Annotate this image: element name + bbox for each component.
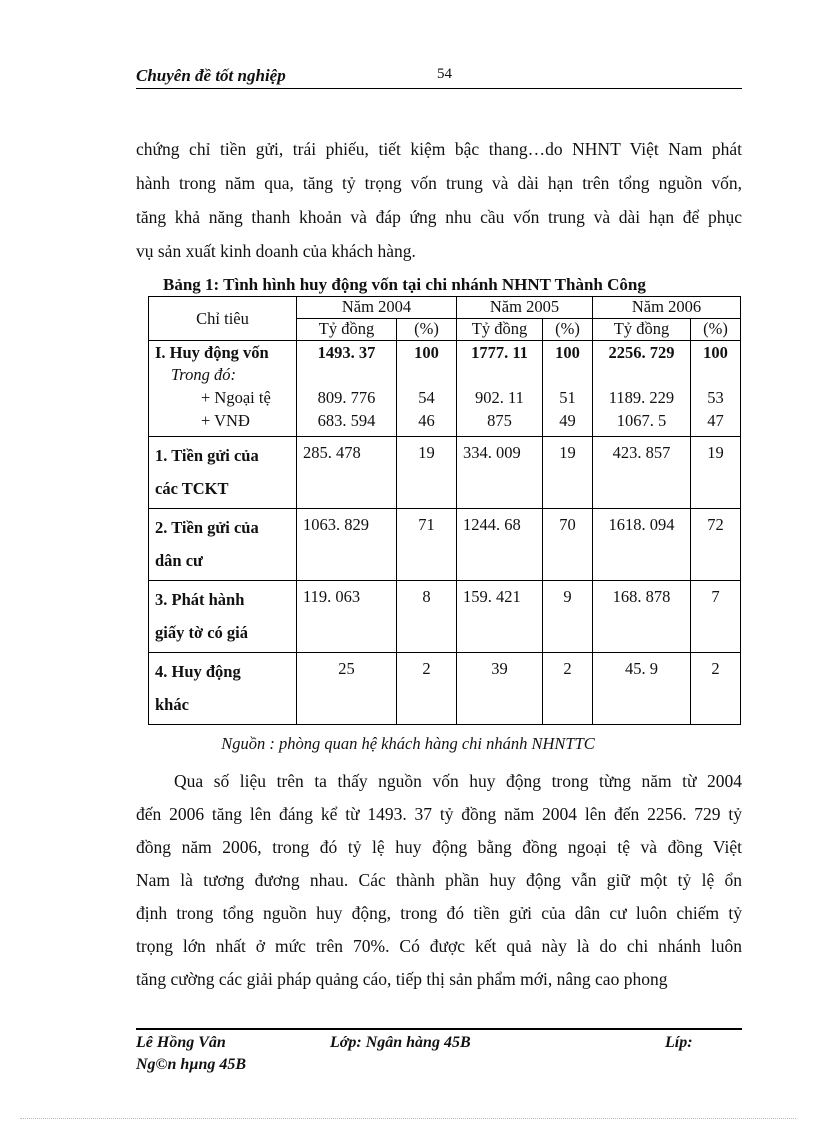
cell: 47 [707, 411, 724, 430]
table-row [149, 653, 741, 725]
table-source: Nguồn : phòng quan hệ khách hàng chi nhánh NHNTTC [221, 734, 595, 753]
cell: 8 [397, 581, 457, 653]
unit-pct: (%) [691, 319, 741, 341]
footer-rule [136, 1028, 742, 1030]
analysis-line-4: Nam là tương đương nhau. Các thành phần huy động vẫn giữ một tỷ lệ ổn [136, 870, 742, 890]
cell: 875 [487, 411, 512, 430]
cell: 71 [397, 509, 457, 581]
cell: 39 [457, 653, 543, 725]
cell: 100 [555, 343, 580, 362]
cell: 72 [691, 509, 741, 581]
intro-line-2: hành trong năm qua, tăng tỷ trọng vốn trung và dài hạn trên tổng nguồn vốn, [136, 173, 742, 193]
cell: 51 [559, 388, 576, 407]
cell: 1493. 37 [317, 343, 376, 362]
cell: 7 [691, 581, 741, 653]
unit-pct: (%) [397, 319, 457, 341]
intro-line-4: vụ sản xuất kinh doanh của khách hàng. [136, 241, 416, 261]
analysis-line-7: tăng cường các giải pháp quảng cáo, tiếp thị sản phẩm mới, nâng cao phong [136, 969, 668, 989]
cell: 809. 776 [317, 388, 376, 407]
intro-line-1: chứng chỉ tiền gửi, trái phiếu, tiết kiệm bậc thang…do NHNT Việt Nam phát [136, 139, 742, 159]
cell: 902. 11 [475, 388, 524, 407]
cell: 2 [397, 653, 457, 725]
cell: 2 [543, 653, 593, 725]
cell: 285. 478 [297, 437, 397, 509]
cell: 1618. 094 [593, 509, 691, 581]
page-edge [20, 1118, 796, 1119]
year-header: Năm 2006 [593, 297, 741, 319]
cell: 19 [397, 437, 457, 509]
table-row [149, 581, 741, 653]
year-header: Năm 2004 [297, 297, 457, 319]
analysis-line-2: đến 2006 tăng lên đáng kể từ 1493. 37 tỷ đồng năm 2004 lên đến 2256. 729 tỷ [136, 804, 742, 824]
row-label: 1. Tiền gửi của các TCKT [149, 437, 297, 509]
row-label: 2. Tiền gửi của dân cư [149, 509, 297, 581]
cell: 19 [691, 437, 741, 509]
row-label: 3. Phát hành giấy tờ có giá [149, 581, 297, 653]
page-number: 54 [437, 66, 452, 82]
cell: 45. 9 [593, 653, 691, 725]
ngoai-te-label: + Ngoại tệ [201, 388, 271, 407]
cell: 159. 421 [457, 581, 543, 653]
analysis-line-5: định trong tổng nguồn huy động, trong đó tiền gửi của dân cư luôn chiếm tỷ [136, 903, 742, 923]
total-row [149, 341, 741, 437]
funding-table [148, 296, 741, 725]
col-header-indicator: Chỉ tiêu [149, 297, 297, 341]
unit-amount: Tỷ đồng [457, 319, 543, 341]
table-row [149, 437, 741, 509]
cell: 19 [543, 437, 593, 509]
unit-amount: Tỷ đồng [297, 319, 397, 341]
cell: 1189. 229 [608, 388, 675, 407]
footer-lip: Líp: [665, 1034, 693, 1051]
vnd-label: + VNĐ [201, 411, 250, 430]
cell: 70 [543, 509, 593, 581]
cell: 49 [559, 411, 576, 430]
unit-amount: Tỷ đồng [593, 319, 691, 341]
cell: 53 [707, 388, 724, 407]
cell: 1777. 11 [471, 343, 528, 362]
analysis-line-6: trọng lớn nhất ở mức trên 70%. Có được kết quả này là do chi nhánh luôn [136, 936, 742, 956]
analysis-line-3: đồng năm 2006, trong đó tỷ lệ huy động bằng đồng ngoại tệ và đồng Việt [136, 837, 742, 857]
cell: 1244. 68 [457, 509, 543, 581]
table-row [149, 509, 741, 581]
table-caption: Bảng 1: Tình hình huy động vốn tại chi nhánh NHNT Thành Công [163, 275, 646, 294]
cell: 54 [418, 388, 435, 407]
footer-author: Lê Hồng Vân [136, 1034, 226, 1051]
cell: 100 [414, 343, 439, 362]
row-label: 4. Huy động khác [149, 653, 297, 725]
cell: 2256. 729 [608, 343, 675, 362]
cell: 9 [543, 581, 593, 653]
unit-pct: (%) [543, 319, 593, 341]
cell: 423. 857 [593, 437, 691, 509]
footer-class: Lớp: Ngân hàng 45B [330, 1034, 471, 1051]
cell: 100 [703, 343, 728, 362]
cell: 2 [691, 653, 741, 725]
cell: 334. 009 [457, 437, 543, 509]
cell: 683. 594 [317, 411, 376, 430]
cell: 25 [297, 653, 397, 725]
footer-line2: Ng©n hµng 45B [136, 1056, 247, 1073]
cell: 1067. 5 [616, 411, 667, 430]
intro-line-3: tăng khả năng thanh khoản và đáp ứng nhu cầu vốn trung và dài hạn để phục [136, 207, 742, 227]
total-label: I. Huy động vốn [155, 343, 269, 362]
cell: 168. 878 [593, 581, 691, 653]
header-rule [136, 88, 742, 89]
cell: 119. 063 [297, 581, 397, 653]
year-header: Năm 2005 [457, 297, 593, 319]
sub-label: Trong đó: [171, 365, 236, 384]
cell: 1063. 829 [297, 509, 397, 581]
cell: 46 [418, 411, 435, 430]
analysis-line-1: Qua số liệu trên ta thấy nguồn vốn huy động trong từng năm từ 2004 [174, 771, 742, 791]
header-title: Chuyên đề tốt nghiệp [136, 66, 286, 85]
